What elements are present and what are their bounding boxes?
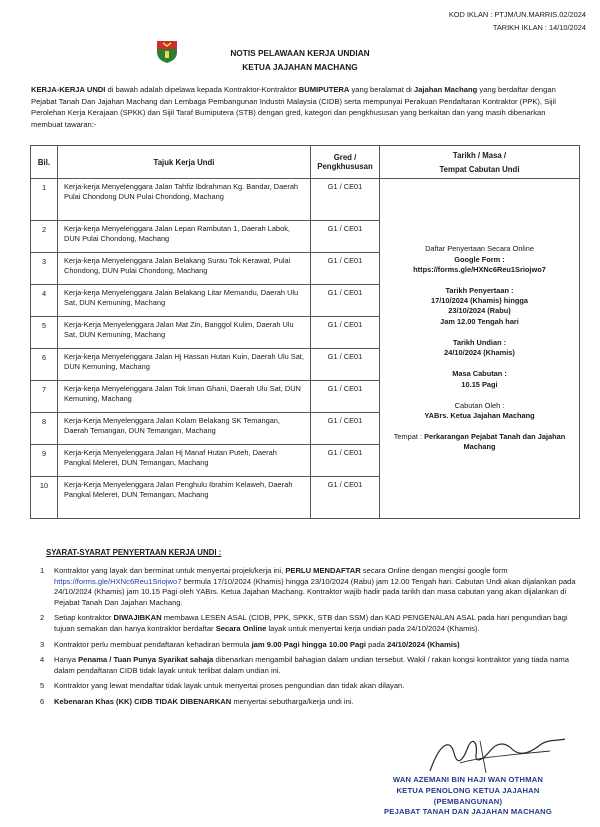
row-gred: G1 / CE01	[311, 179, 380, 221]
row-gred: G1 / CE01	[311, 445, 380, 477]
row-tajuk: Kerja-kerja Menyelenggara Jalan Tok Iman Ghani, Daerah Ulu Sat, DUN Kemuning, Machang	[58, 381, 311, 413]
condition-number: 3	[40, 639, 45, 649]
row-tajuk: Kerja-kerja Menyelenggara Jalan Lepan Rambutan 1, Daerah Labok, DUN Pulai Chondong, Machang	[58, 221, 311, 253]
official-stamp	[368, 775, 568, 818]
row-tajuk: Kerja-Kerja Menyelenggara Jalan Mat Zin, Banggol Kulim, Daerah Ulu Sat, DUN Kemuning, Machang	[58, 317, 311, 349]
tarikh-penyertaan-label: Tarikh Penyertaan :	[445, 286, 514, 296]
daftar-text: Daftar Penyertaan Secara Online	[425, 244, 534, 254]
row-bil: 3	[31, 253, 58, 285]
row-gred: G1 / CE01	[311, 413, 380, 445]
condition-item	[32, 655, 580, 676]
conditions-heading: SYARAT-SYARAT PENYERTAAN KERJA UNDI :	[46, 548, 222, 557]
cabutan-label: Cabutan Oleh :	[454, 400, 505, 410]
row-gred: G1 / CE01	[311, 349, 380, 381]
row-bil: 9	[31, 445, 58, 477]
condition-text: menyertai sebutharga/kerja undi ini.	[231, 696, 354, 706]
masa-cabutan: 10.15 Pagi	[461, 379, 498, 389]
header-gred	[311, 146, 380, 179]
draw-details-cell	[380, 179, 580, 519]
condition-item	[32, 566, 580, 608]
intro-text: yang beralamat di	[349, 85, 414, 94]
condition-text: pada	[365, 639, 388, 649]
row-tajuk: Kerja-kerja Menyelenggara Jalan Belakang Surau Tok Kerawat, Pulai Chondong, DUN Pulai Chondong, Machang	[58, 253, 311, 285]
notice-title	[0, 46, 600, 74]
title-line-2: KETUA JAJAHAN MACHANG	[242, 62, 358, 72]
condition-text: secara Online dengan mengisi google form	[360, 566, 508, 575]
tempat-label: Tempat :	[393, 432, 425, 442]
row-bil: 8	[31, 413, 58, 445]
header-info-line2: Tempat Cabutan Undi	[439, 164, 520, 174]
header-gred-line2: Pengkhususan	[317, 162, 373, 171]
intro-text: yang berdaftar dengan Pejabat Tanah Dan Jajahan Machang dan Lembaga Pembangunan Industri Malaysia (CIDB) serta mempunyai Perakuan Pendaftaran Kontraktor (PPK), Sijil Perolehan Kerja Kerajaan (SPKK) dan Sijil Taraf Bumiputera (STB) dengan gred, kategori dan pengkhususan yang berkaitan dan yang masih dibenarkan membuat tawaran:-	[31, 85, 556, 129]
condition-number: 1	[40, 566, 45, 575]
intro-bold-jajahan: Jajahan Machang	[413, 85, 478, 94]
google-form-link[interactable]: https://forms.gle/HXNc6Reu1Sriojwo7	[54, 576, 182, 586]
row-bil: 10	[31, 477, 58, 519]
signer-name: WAN AZEMANI BIN HAJI WAN OTHMAN	[392, 775, 544, 784]
condition-text: bermula 17/10/2024 (Khamis) hingga 23/10/2024 (Rabu) jam 12.00 Tengah hari. Cabutan Undi akan dijalankan pada 24/10/2024 (Khamis) jam 10.15 Pagi oleh YABrs. Ketua Jajahan Machang. Kontraktor wajib hadir pada tarikh dan masa cabutan yang akan dijalankan di Pejabat Tanah Dan Jajahan Machang.	[54, 576, 576, 607]
condition-bold: Penama / Tuan Punya Syarikat sahaja	[78, 655, 214, 665]
condition-bold: PERLU MENDAFTAR	[285, 566, 361, 575]
condition-text: Setiap kontraktor	[54, 613, 114, 623]
row-tajuk: Kerja-kerja Menyelenggara Jalan Hj Hassan Hutan Kuin, Daerah Ulu Sat, DUN Kemuning, Machang	[58, 349, 311, 381]
condition-number: 2	[40, 613, 45, 623]
condition-text: Hanya	[54, 655, 79, 665]
row-gred: G1 / CE01	[311, 221, 380, 253]
tarikh-penyertaan-2: 23/10/2024 (Rabu)	[448, 306, 511, 316]
condition-item	[32, 681, 580, 692]
condition-bold: DIWAJIBKAN	[113, 613, 162, 623]
row-bil: 4	[31, 285, 58, 317]
row-gred: G1 / CE01	[311, 477, 380, 519]
condition-text: layak untuk menyertai kerja undian pada 24/10/2024 (Khamis).	[266, 623, 480, 633]
tempat: Perkarangan Pejabat Tanah dan Jajahan Machang	[424, 432, 566, 452]
tarikh-penyertaan-1: 17/10/2024 (Khamis) hingga	[431, 296, 528, 306]
row-tajuk: Kerja-Kerja Menyelenggara Jalan Penghulu Ibrahim Kelaweh, Daerah Pangkal Meleret, DUN Temangan, Machang	[58, 477, 311, 519]
table-row	[31, 179, 580, 221]
tarikh-iklan: TARIKH IKLAN : 14/10/2024	[492, 23, 586, 32]
row-bil: 6	[31, 349, 58, 381]
condition-text: Kontraktor yang layak dan berminat untuk menyertai projek/kerja ini,	[54, 566, 286, 575]
row-gred: G1 / CE01	[311, 253, 380, 285]
advert-meta	[449, 8, 586, 34]
handwritten-signature	[420, 733, 570, 778]
row-tajuk: Kerja-kerja Menyelenggara Jalan Belakang Litar Memandu, Daerah Ulu Sat, DUN Kemuning, Machang	[58, 285, 311, 317]
tarikh-undian-label: Tarikh Undian :	[452, 337, 507, 347]
header-info	[380, 146, 580, 179]
condition-number: 4	[40, 655, 45, 665]
row-tajuk: Kerja-Kerja Menyelenggara Jalan Hj Manaf Hutan Puteh, Daerah Pangkal Meleret, DUN Temangan, Machang	[58, 445, 311, 477]
table-header-row	[31, 146, 580, 179]
condition-bold: jam 9.00 Pagi hingga 10.00 Pagi	[251, 639, 366, 649]
row-gred: G1 / CE01	[311, 317, 380, 349]
google-form-link[interactable]: https://forms.gle/HXNc6Reu1Sriojwo7	[413, 264, 546, 274]
row-tajuk: Kerja-kerja Menyelenggara Jalan Tahfiz Ibdrahman Kg. Bandar, Daerah Pulai Chondong DUN Pulai Chondong, Machang	[58, 179, 311, 221]
google-form-label: Google Form :	[454, 254, 505, 264]
intro-bold-bumiputera: BUMIPUTERA	[298, 85, 350, 94]
header-bil: Bil.	[31, 146, 58, 179]
conditions-list	[32, 566, 580, 713]
cabutan-oleh: YABrs. Ketua Jajahan Machang	[424, 410, 535, 420]
row-bil: 5	[31, 317, 58, 349]
condition-bold: Secara Online	[215, 623, 267, 633]
row-bil: 7	[31, 381, 58, 413]
row-tajuk: Kerja-Kerja Menyelenggara Jalan Kolam Belakang SK Temangan, Daerah Temangan, DUN Temangan, Machang	[58, 413, 311, 445]
draw-details	[384, 244, 575, 452]
condition-text: Kontraktor perlu membuat pendaftaran kehadiran bermula	[54, 639, 252, 649]
condition-item	[32, 640, 580, 651]
tarikh-penyertaan-3: Jam 12.00 Tengah hari	[440, 316, 519, 326]
signer-office: PEJABAT TANAH DAN JAJAHAN MACHANG	[384, 807, 552, 817]
condition-text: dibenarkan mengambil bahagian dalam undian tersebut. Wakil / rakan kongsi kontraktor yang tiada nama dalam pendaftaran CIDB tidak layak untuk terlibat dalam undian ini.	[54, 655, 569, 675]
intro-text: di bawah adalah dipelawa kepada Kontraktor-Kontraktor	[105, 85, 299, 94]
intro-bold-kerja: KERJA-KERJA UNDI	[31, 85, 106, 94]
condition-item	[32, 697, 580, 708]
signer-role-sub: (PEMBANGUNAN)	[433, 796, 503, 806]
works-table	[30, 145, 580, 519]
signer-role: KETUA PENOLONG KETUA JAJAHAN	[396, 785, 540, 795]
row-gred: G1 / CE01	[311, 381, 380, 413]
condition-text: membawa LESEN ASAL (CIDB, PPK, SPKK, STB dan SSM) dan KAD PENGENALAN ASAL pada hari pengundian bagi tujuan semakan dan hanya kontraktor berdaftar	[54, 613, 568, 633]
header-tajuk: Tajuk Kerja Undi	[58, 146, 311, 179]
kod-iklan: KOD IKLAN : PTJM/UN.MARRIS.02/2024	[448, 10, 586, 19]
condition-bold: Kebenaran Khas (KK) CIDB TIDAK DIBENARKAN	[54, 696, 232, 706]
masa-label: Masa Cabutan :	[452, 369, 507, 379]
title-line-1: NOTIS PELAWAAN KERJA UNDIAN	[230, 48, 370, 58]
header-info-line1: Tarikh / Masa /	[452, 150, 507, 160]
row-bil: 1	[31, 179, 58, 221]
intro-paragraph	[31, 84, 579, 130]
condition-number: 5	[40, 681, 45, 691]
row-gred: G1 / CE01	[311, 285, 380, 317]
row-bil: 2	[31, 221, 58, 253]
condition-number: 6	[40, 696, 45, 706]
condition-bold: 24/10/2024 (Khamis)	[387, 639, 460, 649]
condition-text: Kontraktor yang lewat mendaftar tidak layak untuk menyertai proses pengundian dan tidak akan dilayan.	[54, 681, 405, 691]
header-gred-line1: Gred /	[333, 153, 357, 162]
tarikh-undian: 24/10/2024 (Khamis)	[444, 348, 515, 358]
condition-item	[32, 613, 580, 634]
